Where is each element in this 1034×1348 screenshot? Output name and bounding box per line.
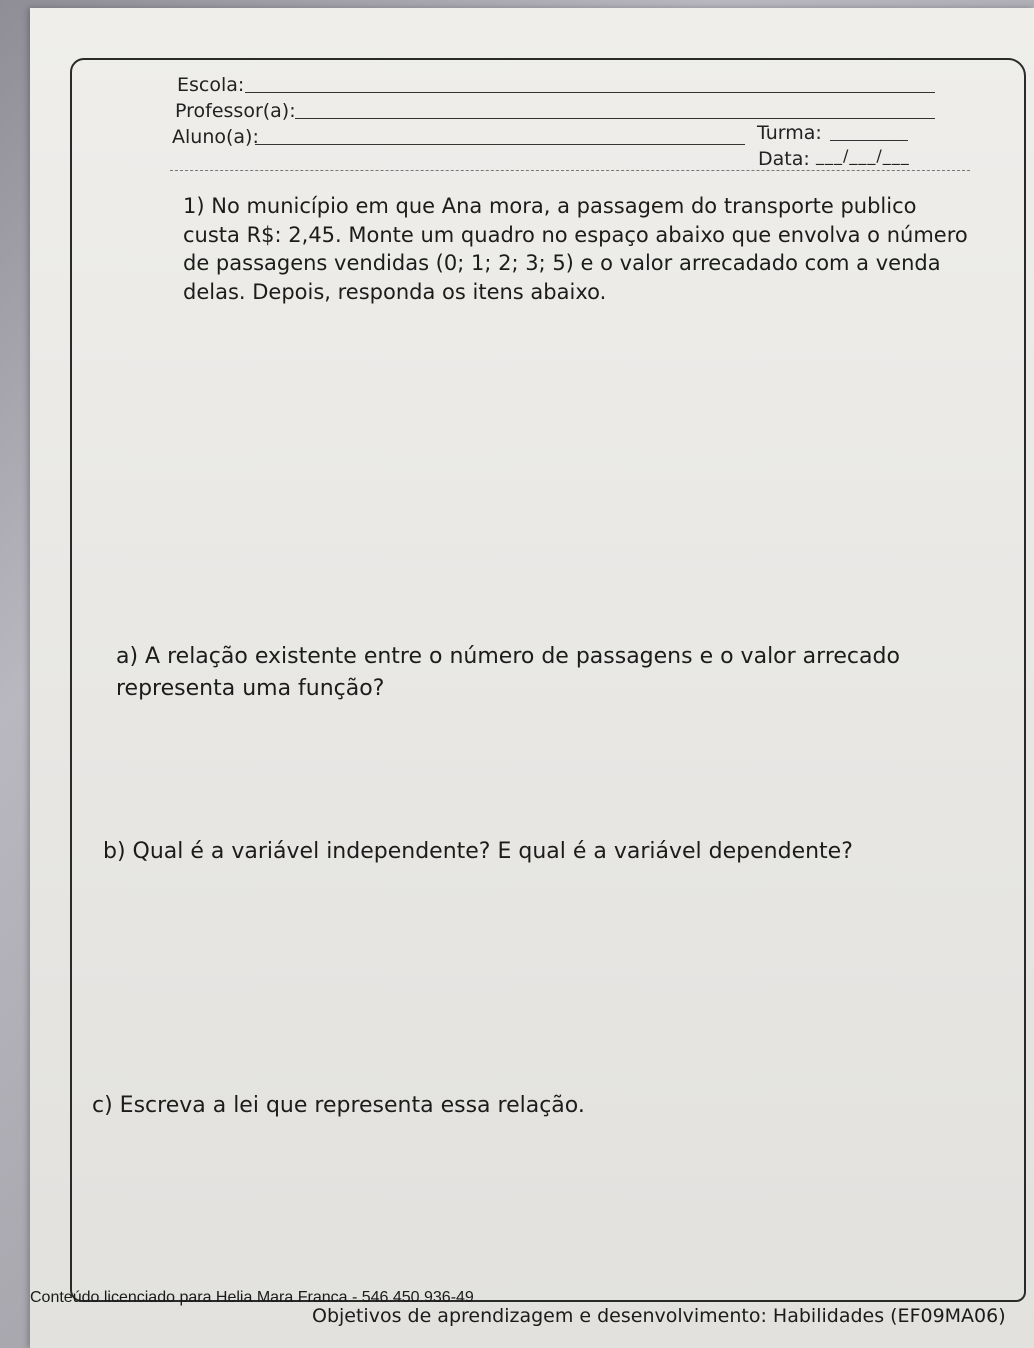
item-a: a) A relação existente entre o número de passagens e o valor arrecado representa uma função? — [116, 644, 900, 701]
class-label: Turma: — [757, 122, 822, 144]
student-label: Aluno(a): — [172, 126, 259, 148]
date-label: Data: — [758, 148, 810, 170]
question-1-text: 1) No município em que Ana mora, a passagem do transporte publico custa R$: 2,45. Monte um quadro no espaço abaixo que envolva o número de passagens vendidas (0; 1; 2; 3; 5) e o valor arrecadado com a venda delas. Depois, responda os itens abaixo. — [183, 194, 968, 304]
item-b: b) Qual é a variável independente? E qual é a variável dependente? — [103, 839, 853, 864]
teacher-label: Professor(a): — [175, 100, 296, 122]
student-line[interactable] — [255, 144, 745, 145]
school-line[interactable] — [245, 92, 935, 93]
school-label: Escola: — [177, 74, 245, 96]
header-divider — [170, 170, 970, 171]
date-blank[interactable]: ___/___/___ — [816, 146, 910, 165]
objectives-footer: Objetivos de aprendizagem e desenvolvimento: Habilidades (EF09MA06) — [312, 1305, 1006, 1327]
teacher-line[interactable] — [295, 118, 935, 119]
item-c: c) Escreva a lei que representa essa relação. — [92, 1093, 585, 1118]
class-line[interactable] — [830, 140, 908, 141]
worksheet-page — [30, 8, 1034, 1348]
license-footer: Conteúdo licenciado para Helia Mara Franca - 546.450.936-49 — [30, 1289, 474, 1306]
